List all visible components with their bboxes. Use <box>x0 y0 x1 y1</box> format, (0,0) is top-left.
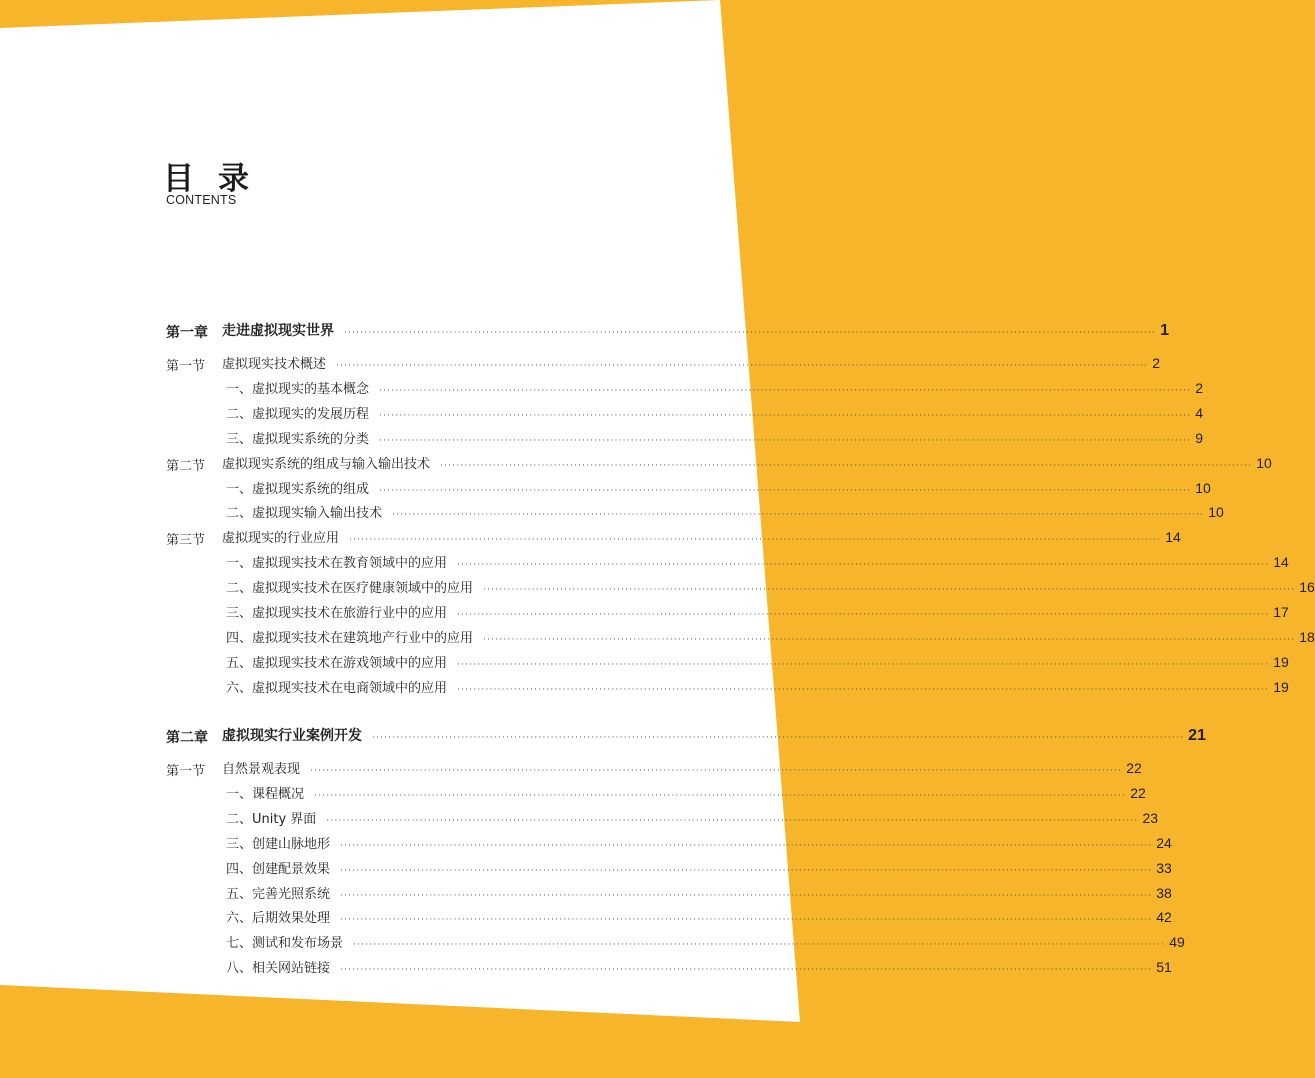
dot-leader: ········································································································································································································ <box>457 659 1270 670</box>
toc-page-number: 38 <box>1156 884 1172 901</box>
toc-item-row[interactable] <box>226 577 1315 599</box>
toc-section-row[interactable] <box>222 353 1160 375</box>
toc-entry-title: 走进虚拟现实世界 <box>222 323 334 339</box>
toc-item-row[interactable] <box>226 602 1289 624</box>
toc-page-number: 17 <box>1273 604 1289 620</box>
dot-leader: ········································································································································································································ <box>340 965 1153 976</box>
dot-leader: ········································································································································································································ <box>379 485 1192 496</box>
toc-page-number: 4 <box>1195 404 1203 421</box>
toc-item-row[interactable] <box>226 403 1203 425</box>
toc-entry-title: 一、虚拟现实的基本概念 <box>226 381 370 397</box>
toc-page-number: 33 <box>1156 859 1172 876</box>
toc-section-row[interactable] <box>222 527 1181 549</box>
toc-entry-title: 二、虚拟现实的发展历程 <box>226 406 370 422</box>
toc-entry-title: 一、虚拟现实技术在教育领域中的应用 <box>226 556 448 572</box>
dot-leader: ········································································································································································································ <box>483 585 1296 596</box>
page-title: 目录 <box>163 161 273 197</box>
section-number: 第二节 <box>166 458 206 474</box>
page-subtitle: CONTENTS <box>166 193 237 207</box>
toc-page-number: 23 <box>1142 809 1159 826</box>
toc-entry-title: 五、虚拟现实技术在游戏领域中的应用 <box>226 655 448 671</box>
toc-entry-title: 自然景观表现 <box>222 762 301 777</box>
toc-page-number: 24 <box>1156 834 1172 851</box>
toc-entry-title: 七、测试和发布场景 <box>226 936 344 952</box>
toc-entry-title: 一、课程概况 <box>226 786 305 802</box>
toc-page-number: 16 <box>1299 579 1315 596</box>
toc-item-row[interactable] <box>226 428 1203 450</box>
dot-leader: ········································································································································································································ <box>340 890 1153 901</box>
dot-leader: ········································································································································································································ <box>483 634 1296 645</box>
dot-leader: ········································································································································································································ <box>340 915 1153 926</box>
dot-leader: ········································································································································································································ <box>344 328 1157 338</box>
toc-page-number: 2 <box>1195 379 1203 396</box>
dot-leader: ········································································································································································································ <box>326 815 1139 826</box>
dot-leader: ········································································································································································································ <box>310 766 1123 776</box>
toc-page-number: 22 <box>1126 760 1142 776</box>
toc-page-number: 51 <box>1156 959 1172 976</box>
toc-entry-title: 六、虚拟现实技术在电商领域中的应用 <box>226 680 448 696</box>
toc-entry-title: 虚拟现实技术概述 <box>222 357 327 372</box>
toc-entry-title: 一、虚拟现实系统的组成 <box>226 481 370 497</box>
toc-item-row[interactable] <box>226 478 1211 500</box>
toc-entry-title: 五、完善光照系统 <box>226 886 331 902</box>
toc-item-row[interactable] <box>226 677 1289 699</box>
toc-entry-title: 二、虚拟现实输入输出技术 <box>226 506 383 522</box>
dot-leader: ········································································································································································································ <box>457 560 1270 571</box>
toc-entry-title: 三、创建山脉地形 <box>226 836 331 852</box>
toc-page-number: 2 <box>1152 355 1160 371</box>
dot-leader: ········································································································································································································ <box>392 510 1205 521</box>
dot-leader: ········································································································································································································ <box>379 435 1192 446</box>
dot-leader: ········································································································································································································ <box>340 865 1153 876</box>
toc-entry-title: 二、虚拟现实技术在医疗健康领域中的应用 <box>226 581 474 597</box>
toc-chapter-row[interactable] <box>222 320 1170 342</box>
toc-item-row[interactable] <box>226 502 1224 524</box>
toc-page-number: 42 <box>1156 909 1172 926</box>
toc-entry-title: 虚拟现实系统的组成与输入输出技术 <box>222 456 431 472</box>
toc-page-number: 21 <box>1188 727 1206 744</box>
toc-page-number: 10 <box>1208 504 1224 521</box>
toc-page-number: 14 <box>1273 554 1289 571</box>
toc-page-number: 22 <box>1130 784 1146 801</box>
dot-leader: ········································································································································································································ <box>457 684 1270 695</box>
toc-item-row[interactable] <box>226 907 1172 929</box>
toc-page-number: 1 <box>1160 322 1170 339</box>
toc-section-row[interactable] <box>222 453 1272 475</box>
toc-section-row[interactable] <box>222 758 1142 780</box>
chapter-number: 第二章 <box>166 730 208 746</box>
toc-item-row[interactable] <box>226 783 1146 805</box>
dot-leader: ········································································································································································································ <box>440 460 1253 471</box>
toc-page-number: 18 <box>1299 628 1315 645</box>
dot-leader: ········································································································································································································ <box>353 940 1166 951</box>
section-number: 第一节 <box>166 764 206 779</box>
toc-item-row[interactable] <box>226 833 1172 855</box>
dot-leader: ········································································································································································································ <box>379 410 1192 421</box>
toc-page-number: 49 <box>1169 934 1185 951</box>
chapter-number: 第一章 <box>166 325 208 341</box>
dot-leader: ········································································································································································································ <box>340 840 1153 851</box>
toc-item-row[interactable] <box>226 932 1185 954</box>
dot-leader: ········································································································································································································ <box>314 790 1127 801</box>
toc-entry-title: 八、相关网站链接 <box>226 961 331 977</box>
toc-page-number: 9 <box>1195 429 1203 446</box>
toc-item-row[interactable] <box>226 552 1289 574</box>
dot-leader: ········································································································································································································ <box>349 535 1162 546</box>
toc-entry-title: 虚拟现实行业案例开发 <box>222 728 362 744</box>
toc-item-row[interactable] <box>226 957 1172 979</box>
toc-item-row[interactable] <box>226 883 1172 905</box>
toc-entry-title: 四、创建配景效果 <box>226 861 331 877</box>
toc-item-row[interactable] <box>226 652 1289 674</box>
dot-leader: ········································································································································································································ <box>372 733 1185 743</box>
toc-entry-title: 虚拟现实的行业应用 <box>222 531 340 547</box>
toc-entry-title: 二、Unity 界面 <box>226 811 317 827</box>
toc-item-row[interactable] <box>226 378 1203 400</box>
toc-item-row[interactable] <box>226 808 1159 830</box>
toc-page-number: 14 <box>1165 529 1181 546</box>
dot-leader: ········································································································································································································ <box>379 385 1192 396</box>
dot-leader: ········································································································································································································ <box>336 361 1149 371</box>
toc-entry-title: 三、虚拟现实系统的分类 <box>226 431 370 447</box>
dot-leader: ········································································································································································································ <box>457 610 1270 620</box>
toc-page-number: 10 <box>1256 454 1272 471</box>
toc-entry-title: 三、虚拟现实技术在旅游行业中的应用 <box>226 606 448 621</box>
toc-entry-title: 四、虚拟现实技术在建筑地产行业中的应用 <box>226 630 474 646</box>
toc-item-row[interactable] <box>226 627 1315 649</box>
toc-page-number: 19 <box>1273 678 1289 695</box>
toc-item-row[interactable] <box>226 858 1172 880</box>
toc-page-number: 10 <box>1195 479 1211 496</box>
toc-page-number: 19 <box>1273 653 1289 670</box>
toc-entry-title: 六、后期效果处理 <box>226 911 331 927</box>
section-number: 第一节 <box>166 359 206 374</box>
toc-chapter-row[interactable] <box>222 725 1206 747</box>
section-number: 第三节 <box>166 533 206 549</box>
